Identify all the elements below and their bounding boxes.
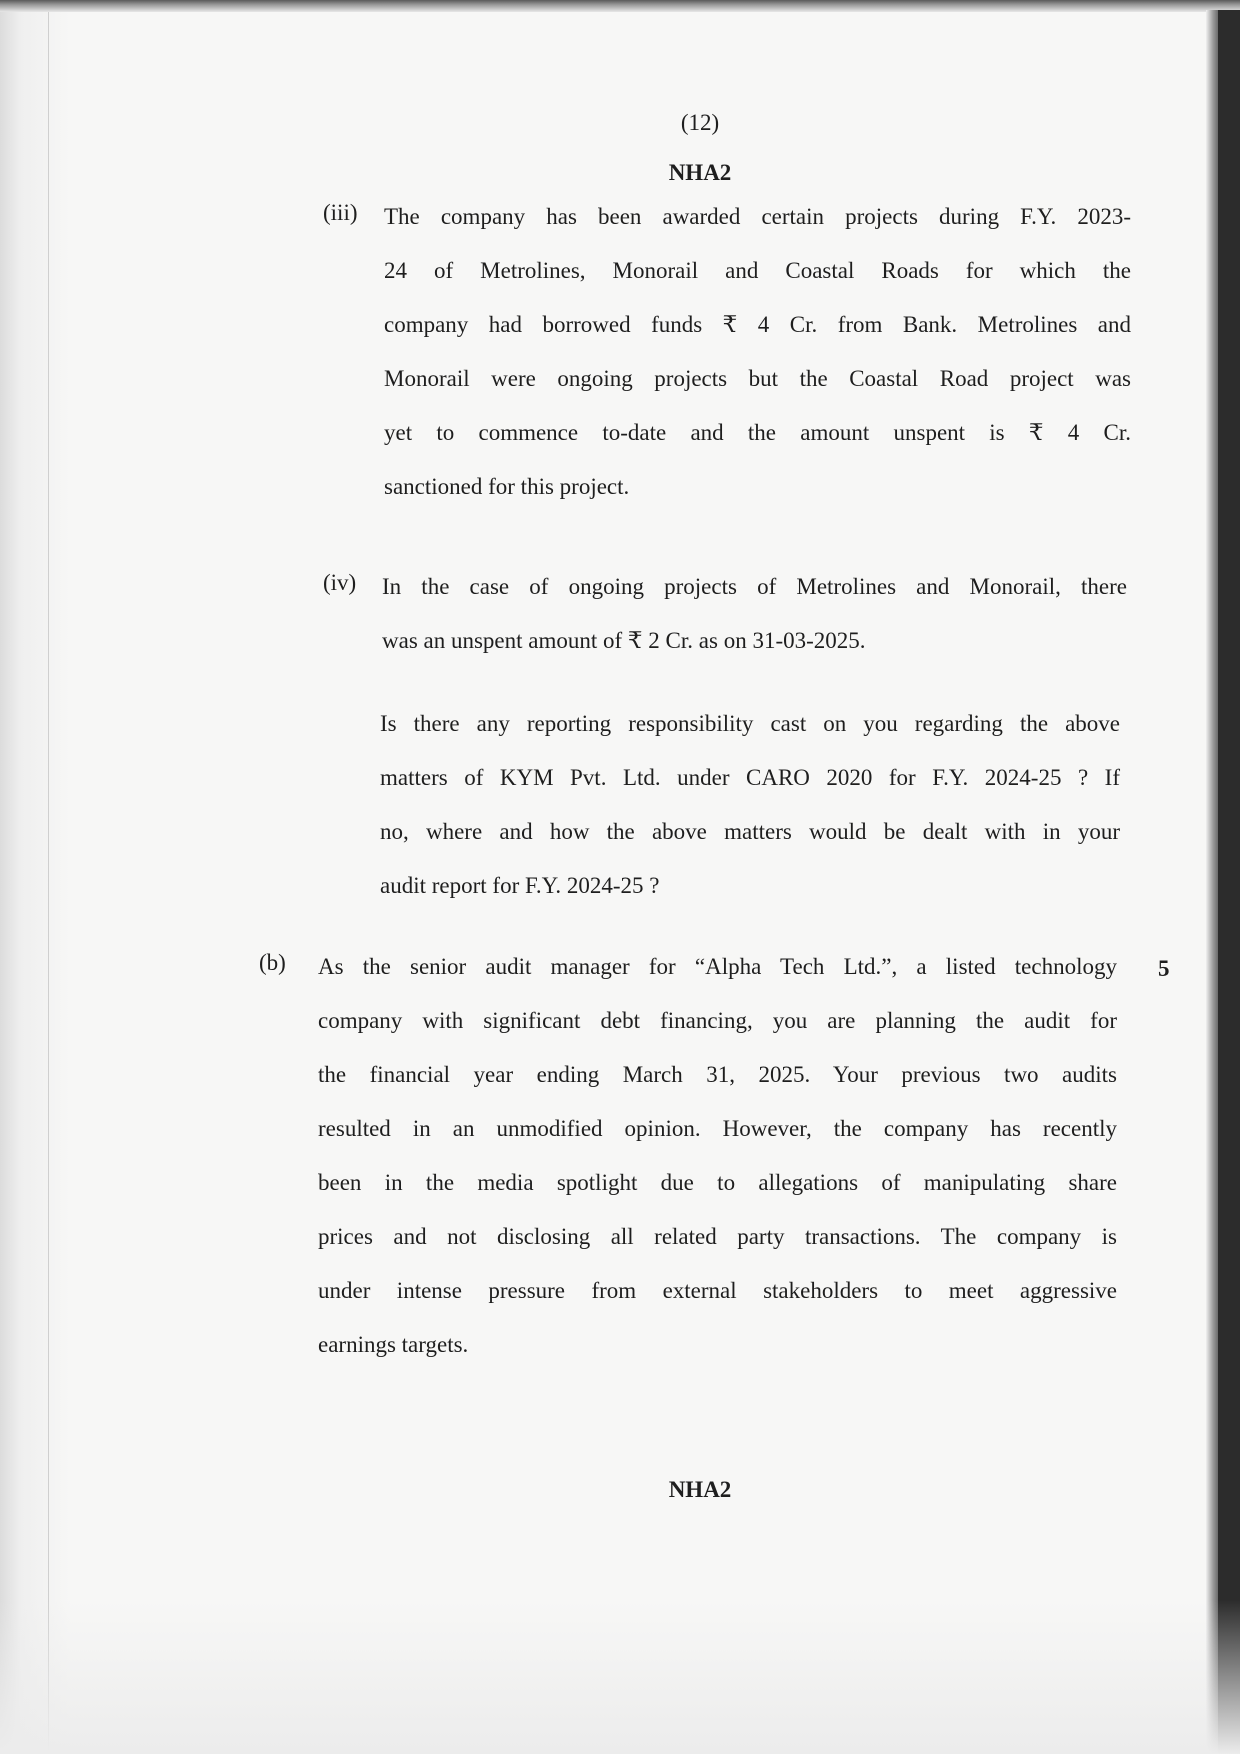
text-line: under intense pressure from external stakeholders to meet aggressive bbox=[318, 1278, 1117, 1303]
text-line: company with significant debt financing, you are planning the audit for bbox=[318, 1008, 1117, 1033]
text-line: resulted in an unmodified opinion. However, the company has recently bbox=[318, 1116, 1117, 1141]
text-line: Is there any reporting responsibility cast on you regarding the above bbox=[380, 711, 1120, 736]
text-line: was an unspent amount of ₹ 2 Cr. as on 31-03-2025. bbox=[382, 628, 866, 653]
item-label-iv: (iv) bbox=[323, 570, 357, 595]
text-line: the financial year ending March 31, 2025. Your previous two audits bbox=[318, 1062, 1117, 1087]
part-label-b: (b) bbox=[259, 950, 286, 975]
text-line: no, where and how the above matters would be dealt with in your bbox=[380, 819, 1120, 844]
part-b-text bbox=[318, 950, 1117, 1382]
text-line: As the senior audit manager for “Alpha Tech Ltd.”, a listed technology bbox=[318, 954, 1117, 979]
text-line: In the case of ongoing projects of Metrolines and Monorail, there bbox=[382, 574, 1127, 599]
text-line: The company has been awarded certain projects during F.Y. 2023- bbox=[384, 204, 1131, 229]
marks-value: 5 bbox=[1158, 956, 1170, 981]
text-line: Monorail were ongoing projects but the Coastal Road project was bbox=[384, 366, 1131, 391]
item-text-iii bbox=[384, 200, 1131, 524]
text-line: audit report for F.Y. 2024-25 ? bbox=[380, 873, 660, 898]
question-text bbox=[380, 707, 1120, 923]
text-line: sanctioned for this project. bbox=[384, 474, 630, 499]
scan-top-edge bbox=[0, 0, 1240, 12]
paper-code-footer: NHA2 bbox=[668, 1477, 732, 1502]
item-label-iii: (iii) bbox=[323, 200, 358, 225]
page-number: (12) bbox=[680, 110, 720, 135]
text-line: matters of KYM Pvt. Ltd. under CARO 2020 for F.Y. 2024-25 ? If bbox=[380, 765, 1120, 790]
text-line: prices and not disclosing all related party transactions. The company is bbox=[318, 1224, 1117, 1249]
item-text-iv bbox=[382, 570, 1127, 678]
text-line: company had borrowed funds ₹ 4 Cr. from Bank. Metrolines and bbox=[384, 312, 1131, 337]
text-line: yet to commence to-date and the amount unspent is ₹ 4 Cr. bbox=[384, 420, 1131, 445]
text-line: 24 of Metrolines, Monorail and Coastal Roads for which the bbox=[384, 258, 1131, 283]
text-line: earnings targets. bbox=[318, 1332, 469, 1357]
paper-code-header: NHA2 bbox=[668, 160, 732, 185]
text-line: been in the media spotlight due to allegations of manipulating share bbox=[318, 1170, 1117, 1195]
scan-bottom-fade bbox=[0, 1600, 1240, 1754]
